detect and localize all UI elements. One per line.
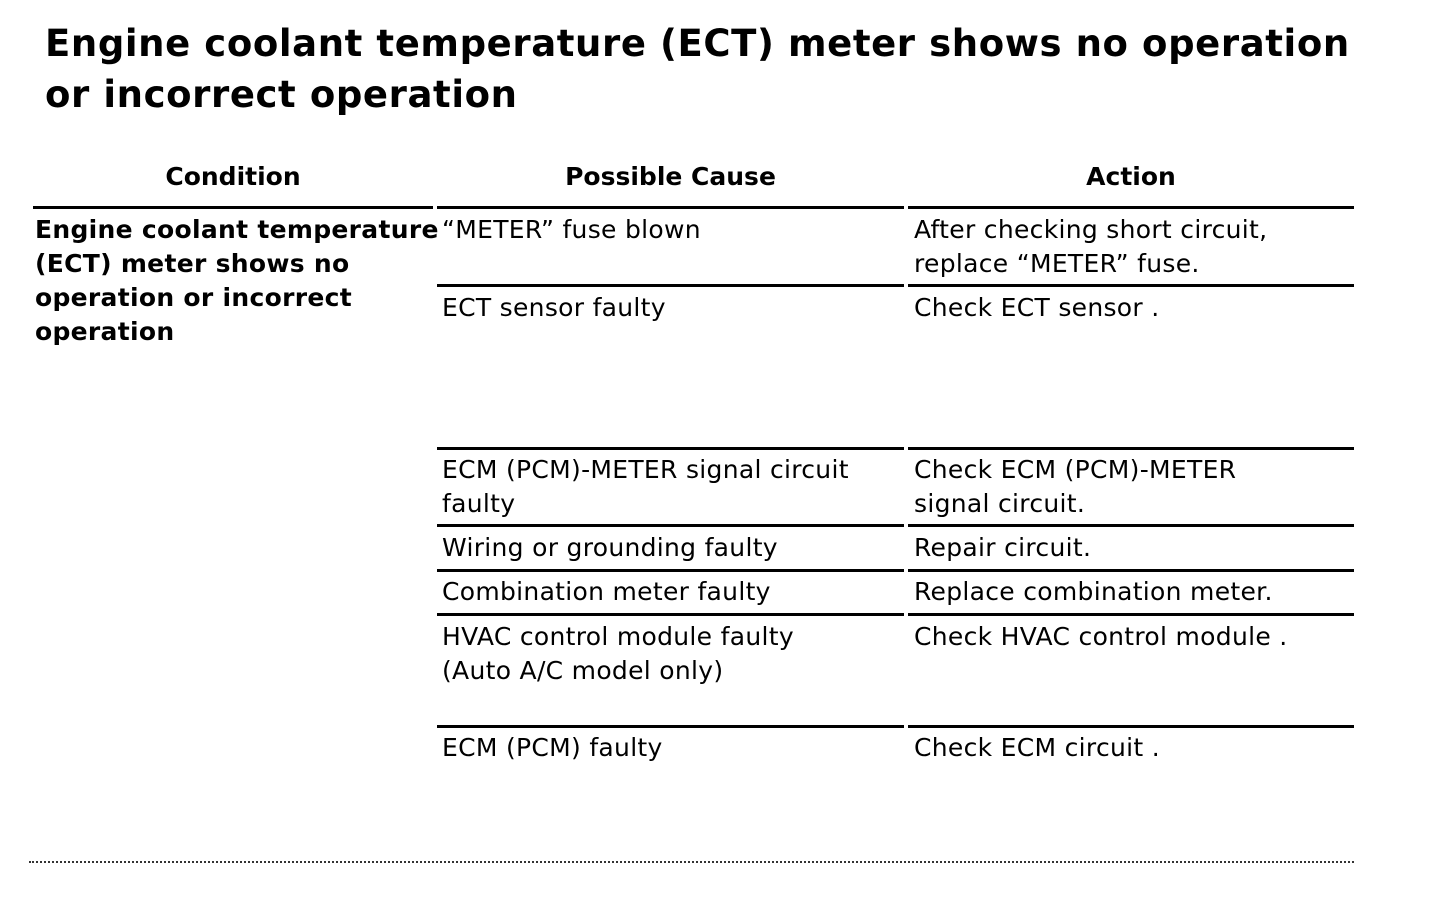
table-bottom-rule	[29, 861, 1354, 863]
row-divider	[437, 569, 904, 572]
cause-cell: ECT sensor faulty	[442, 293, 666, 322]
row-divider	[437, 447, 904, 450]
cause-cell: ECM (PCM) faulty	[442, 733, 663, 762]
header-possible-cause: Possible Cause	[565, 162, 776, 191]
action-cell: Repair circuit.	[914, 533, 1092, 562]
cause-cell: Combination meter faulty	[442, 577, 771, 606]
action-cell: Check HVAC control module .	[914, 622, 1288, 651]
row-divider	[908, 284, 1354, 287]
action-cell: After checking short circuit, replace “METER” fuse.	[914, 215, 1268, 278]
row-divider	[908, 524, 1354, 527]
row-divider	[908, 447, 1354, 450]
cause-cell: ECM (PCM)-METER signal circuit faulty	[442, 455, 849, 518]
page-title: Engine coolant temperature (ECT) meter shows no operation or incorrect operation	[45, 22, 1350, 116]
condition-cell: Engine coolant temperature (ECT) meter shows no operation or incorrect operation	[35, 215, 439, 346]
action-cell: Check ECM circuit .	[914, 733, 1160, 762]
row-divider	[437, 524, 904, 527]
row-divider	[908, 725, 1354, 728]
row-divider	[908, 569, 1354, 572]
cause-cell: HVAC control module faulty (Auto A/C model only)	[442, 622, 794, 685]
header-condition: Condition	[165, 162, 301, 191]
header-action: Action	[1086, 162, 1176, 191]
action-cell: Check ECT sensor .	[914, 293, 1160, 322]
header-rule-action	[908, 206, 1354, 209]
row-divider	[437, 725, 904, 728]
row-divider	[437, 284, 904, 287]
row-divider	[437, 613, 904, 616]
header-rule-condition	[33, 206, 433, 209]
cause-cell: Wiring or grounding faulty	[442, 533, 778, 562]
cause-cell: “METER” fuse blown	[442, 215, 701, 244]
header-rule-cause	[437, 206, 904, 209]
action-cell: Check ECM (PCM)-METER signal circuit.	[914, 455, 1237, 518]
action-cell: Replace combination meter.	[914, 577, 1273, 606]
row-divider	[908, 613, 1354, 616]
